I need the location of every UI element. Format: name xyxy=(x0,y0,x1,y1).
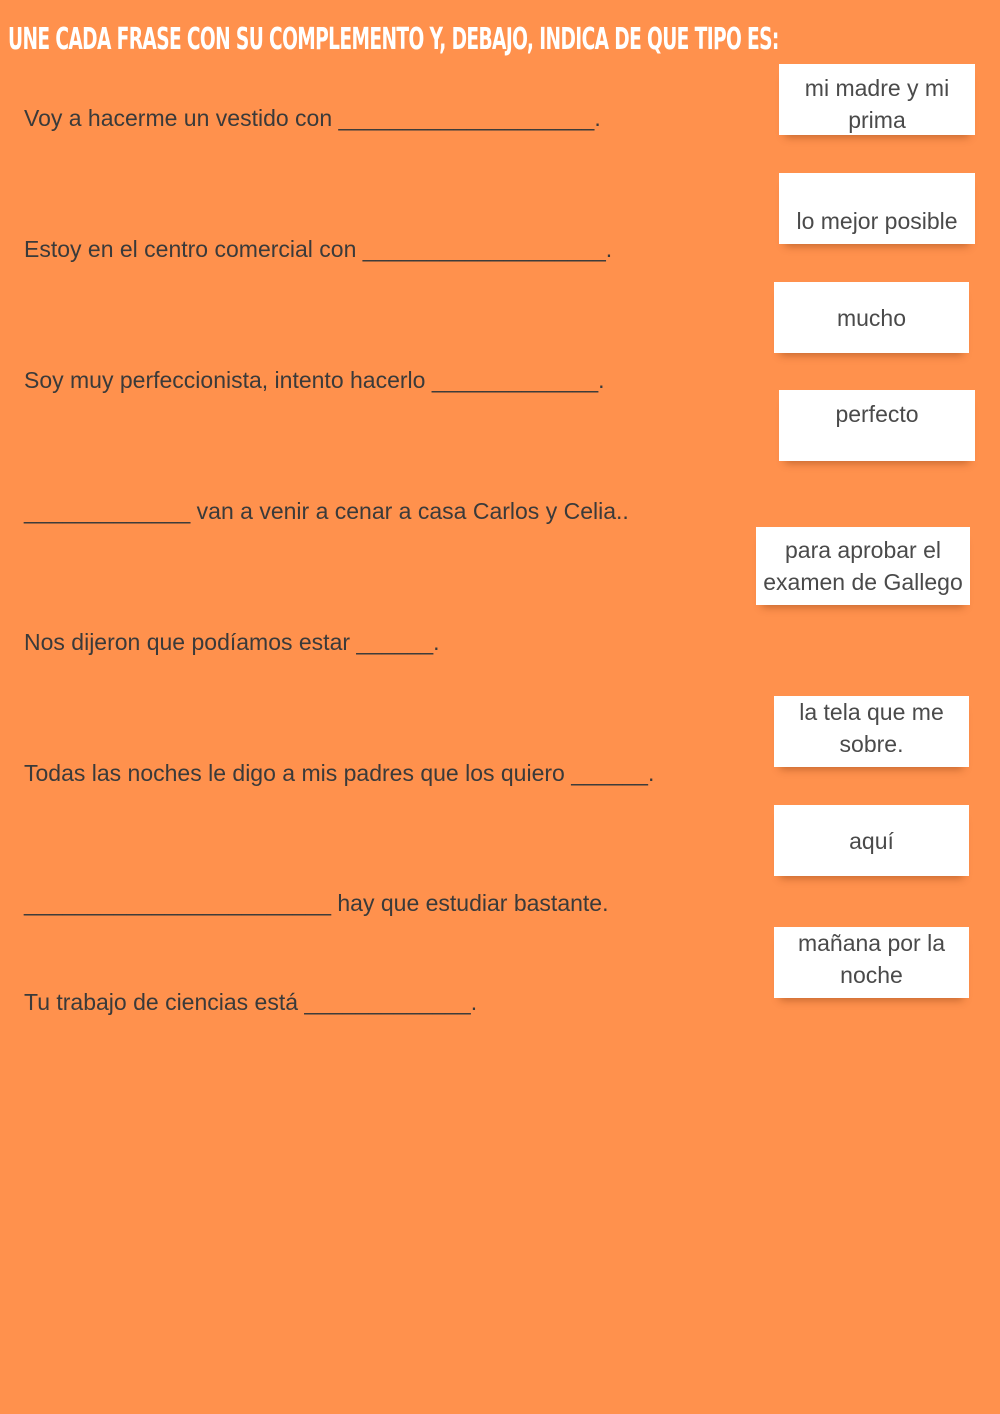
answer-card-mi-madre-y-mi-prima[interactable] xyxy=(779,64,975,135)
answer-card-perfecto[interactable] xyxy=(779,390,975,461)
answer-card-label: mucho xyxy=(836,304,907,331)
answer-card-mucho[interactable] xyxy=(774,282,969,353)
sentence-2: Estoy en el centro comercial con ___________________. xyxy=(24,236,613,262)
sentence-7: ________________________ hay que estudiar bastante. xyxy=(24,890,609,916)
sentence-1: Voy a hacerme un vestido con ____________________. xyxy=(24,105,601,131)
sentence-6: Todas las noches le digo a mis padres que los quiero ______. xyxy=(24,760,655,786)
answer-card-lo-mejor-posible[interactable] xyxy=(779,173,975,244)
sentence-3: Soy muy perfeccionista, intento hacerlo _____________. xyxy=(24,367,605,393)
sentence-4: _____________ van a venir a cenar a casa Carlos y Celia.. xyxy=(24,498,629,524)
sentence-8: Tu trabajo de ciencias está _____________. xyxy=(24,989,478,1015)
answer-card-label: perfecto xyxy=(835,401,919,427)
answer-card-para-aprobar[interactable] xyxy=(756,527,970,605)
answer-card-label: aquí xyxy=(849,827,894,854)
answer-card-label: mañana por la noche xyxy=(797,930,946,988)
answer-card-manana-por-la-noche[interactable] xyxy=(774,927,969,998)
answer-card-label: para aprobar el examen de Gallego xyxy=(763,537,963,595)
answer-card-label: mi madre y mi prima xyxy=(804,75,950,133)
answer-card-label: la tela que me sobre. xyxy=(799,699,944,757)
answer-card-la-tela[interactable] xyxy=(774,696,969,767)
answer-card-aqui[interactable] xyxy=(774,805,969,876)
answer-card-label: lo mejor posible xyxy=(796,207,958,234)
sentence-5: Nos dijeron que podíamos estar ______. xyxy=(24,629,440,655)
worksheet-title: UNE CADA FRASE CON SU COMPLEMENTO Y, DEBAJO, INDICA DE QUE TIPO ES: xyxy=(8,22,779,57)
